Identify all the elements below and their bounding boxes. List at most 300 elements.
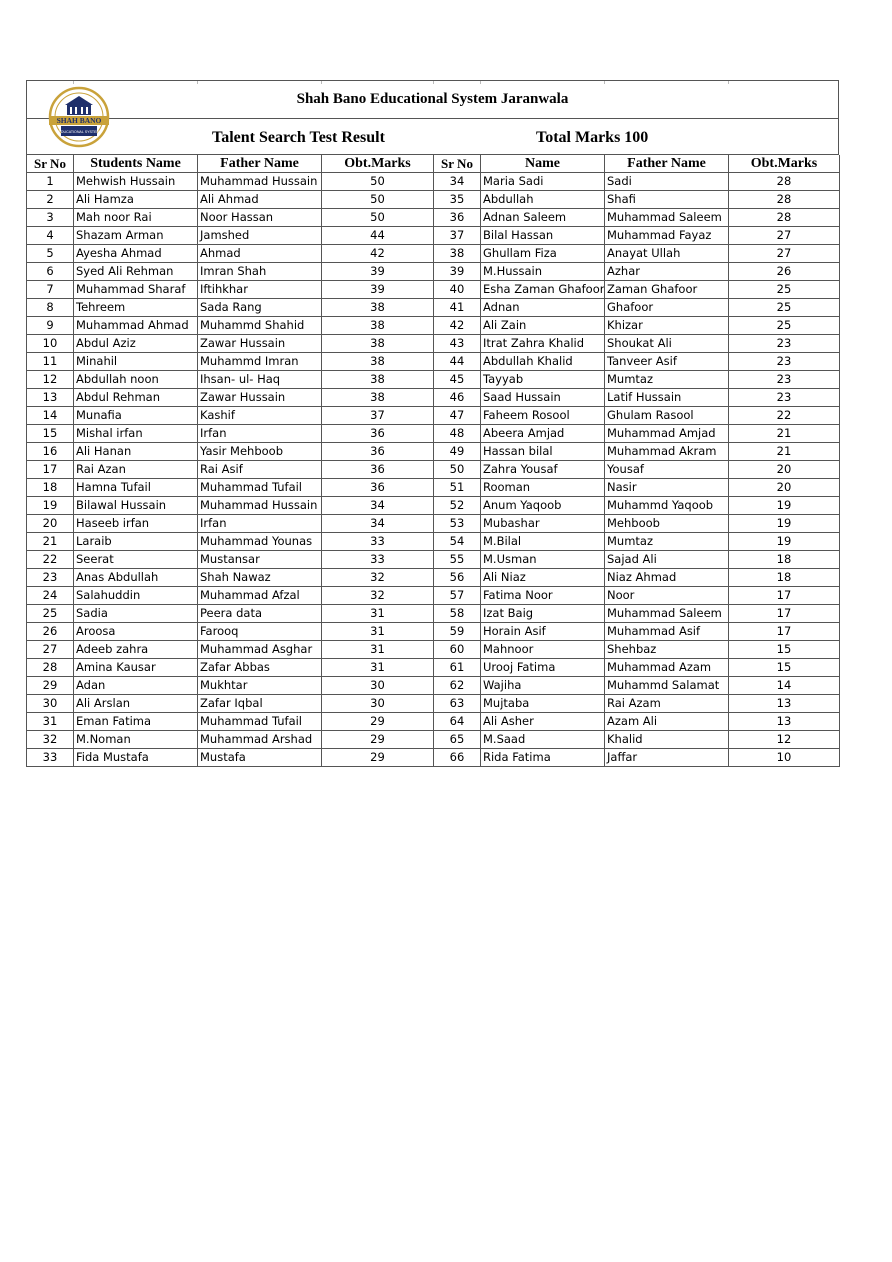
- sr-no-cell-2: 39: [434, 263, 481, 281]
- student-name-cell-2: Ghullam Fiza: [481, 245, 605, 263]
- marks-cell: 30: [322, 677, 434, 695]
- student-name-cell-2: Horain Asif: [481, 623, 605, 641]
- marks-cell: 37: [322, 407, 434, 425]
- marks-cell-2: 19: [729, 515, 840, 533]
- sr-no-cell-2: 53: [434, 515, 481, 533]
- sr-no-cell: 20: [27, 515, 74, 533]
- marks-cell-2: 20: [729, 461, 840, 479]
- col-sr-no: Sr No: [27, 155, 74, 173]
- sr-no-cell-2: 64: [434, 713, 481, 731]
- result-sheet: [26, 80, 839, 767]
- sr-no-cell-2: 44: [434, 353, 481, 371]
- student-name-cell: Ali Arslan: [74, 695, 198, 713]
- father-name-cell-2: Yousaf: [605, 461, 729, 479]
- table-row: [26, 353, 839, 371]
- father-name-cell: Ali Ahmad: [198, 191, 322, 209]
- sr-no-cell-2: 43: [434, 335, 481, 353]
- student-name-cell-2: Ali Zain: [481, 317, 605, 335]
- marks-cell: 29: [322, 713, 434, 731]
- father-name-cell-2: Jaffar: [605, 749, 729, 767]
- table-row: [26, 173, 839, 191]
- sr-no-cell-2: 60: [434, 641, 481, 659]
- marks-cell-2: 18: [729, 551, 840, 569]
- marks-cell-2: 17: [729, 587, 840, 605]
- sr-no-cell-2: 50: [434, 461, 481, 479]
- test-title: Talent Search Test Result: [212, 129, 385, 146]
- table-row: [26, 227, 839, 245]
- student-name-cell-2: Urooj Fatima: [481, 659, 605, 677]
- sr-no-cell: 26: [27, 623, 74, 641]
- table-row: [26, 677, 839, 695]
- student-name-cell-2: M.Saad: [481, 731, 605, 749]
- father-name-cell: Yasir Mehboob: [198, 443, 322, 461]
- table-row: [26, 317, 839, 335]
- father-name-cell: Irfan: [198, 515, 322, 533]
- table-row: [26, 497, 839, 515]
- marks-cell-2: 23: [729, 371, 840, 389]
- student-name-cell-2: Rooman: [481, 479, 605, 497]
- father-name-cell-2: Rai Azam: [605, 695, 729, 713]
- father-name-cell: Noor Hassan: [198, 209, 322, 227]
- col-obt-marks-2: Obt.Marks: [729, 155, 840, 173]
- student-name-cell-2: Abdullah Khalid: [481, 353, 605, 371]
- marks-cell: 38: [322, 353, 434, 371]
- sr-no-cell: 7: [27, 281, 74, 299]
- father-name-cell: Rai Asif: [198, 461, 322, 479]
- marks-cell-2: 22: [729, 407, 840, 425]
- father-name-cell: Farooq: [198, 623, 322, 641]
- sr-no-cell-2: 58: [434, 605, 481, 623]
- student-name-cell: Shazam Arman: [74, 227, 198, 245]
- table-row: [26, 479, 839, 497]
- marks-cell-2: 23: [729, 335, 840, 353]
- table-row: [26, 299, 839, 317]
- father-name-cell-2: Sadi: [605, 173, 729, 191]
- marks-cell-2: 17: [729, 605, 840, 623]
- sr-no-cell: 32: [27, 731, 74, 749]
- father-name-cell: Shah Nawaz: [198, 569, 322, 587]
- father-name-cell: Irfan: [198, 425, 322, 443]
- father-name-cell-2: Niaz Ahmad: [605, 569, 729, 587]
- marks-cell: 50: [322, 209, 434, 227]
- marks-cell-2: 25: [729, 281, 840, 299]
- student-name-cell: Rai Azan: [74, 461, 198, 479]
- father-name-cell-2: Latif Hussain: [605, 389, 729, 407]
- sr-no-cell-2: 42: [434, 317, 481, 335]
- marks-cell-2: 17: [729, 623, 840, 641]
- father-name-cell-2: Khalid: [605, 731, 729, 749]
- sr-no-cell-2: 59: [434, 623, 481, 641]
- marks-cell-2: 18: [729, 569, 840, 587]
- result-rows: [26, 173, 839, 767]
- father-name-cell-2: Azam Ali: [605, 713, 729, 731]
- father-name-cell-2: Mehboob: [605, 515, 729, 533]
- father-name-cell: Mukhtar: [198, 677, 322, 695]
- student-name-cell: Aroosa: [74, 623, 198, 641]
- sr-no-cell: 29: [27, 677, 74, 695]
- marks-cell-2: 28: [729, 209, 840, 227]
- father-name-cell: Muhammd Shahid: [198, 317, 322, 335]
- marks-cell-2: 19: [729, 497, 840, 515]
- table-row: [26, 191, 839, 209]
- student-name-cell: Hamna Tufail: [74, 479, 198, 497]
- student-name-cell: Ali Hanan: [74, 443, 198, 461]
- student-name-cell: Mishal irfan: [74, 425, 198, 443]
- sr-no-cell: 21: [27, 533, 74, 551]
- father-name-cell: Peera data: [198, 605, 322, 623]
- father-name-cell-2: Muhammad Amjad: [605, 425, 729, 443]
- sr-no-cell-2: 37: [434, 227, 481, 245]
- marks-cell-2: 23: [729, 389, 840, 407]
- sr-no-cell: 22: [27, 551, 74, 569]
- school-logo: [48, 83, 110, 149]
- marks-cell-2: 10: [729, 749, 840, 767]
- table-row: [26, 713, 839, 731]
- student-name-cell-2: Wajiha: [481, 677, 605, 695]
- marks-cell-2: 13: [729, 695, 840, 713]
- student-name-cell: Amina Kausar: [74, 659, 198, 677]
- subtitle-row: [26, 118, 839, 155]
- table-row: [26, 659, 839, 677]
- marks-cell: 31: [322, 623, 434, 641]
- student-name-cell: Sadia: [74, 605, 198, 623]
- student-name-cell: Ayesha Ahmad: [74, 245, 198, 263]
- father-name-cell-2: Sajad Ali: [605, 551, 729, 569]
- col-obt-marks: Obt.Marks: [322, 155, 434, 173]
- father-name-cell: Muhammad Hussain: [198, 497, 322, 515]
- father-name-cell-2: Muhammad Fayaz: [605, 227, 729, 245]
- marks-cell-2: 14: [729, 677, 840, 695]
- marks-cell: 38: [322, 389, 434, 407]
- father-name-cell: Ihsan- ul- Haq: [198, 371, 322, 389]
- marks-cell: 30: [322, 695, 434, 713]
- father-name-cell-2: Muhammad Asif: [605, 623, 729, 641]
- school-name: Shah Bano Educational System Jaranwala: [296, 91, 569, 107]
- sr-no-cell: 15: [27, 425, 74, 443]
- student-name-cell: Eman Fatima: [74, 713, 198, 731]
- student-name-cell-2: Anum Yaqoob: [481, 497, 605, 515]
- sr-no-cell-2: 57: [434, 587, 481, 605]
- student-name-cell: Munafia: [74, 407, 198, 425]
- father-name-cell-2: Tanveer Asif: [605, 353, 729, 371]
- marks-cell: 32: [322, 569, 434, 587]
- sr-no-cell: 30: [27, 695, 74, 713]
- student-name-cell-2: Mujtaba: [481, 695, 605, 713]
- sr-no-cell: 10: [27, 335, 74, 353]
- marks-cell: 34: [322, 497, 434, 515]
- marks-cell: 33: [322, 533, 434, 551]
- marks-cell-2: 21: [729, 443, 840, 461]
- table-row: [26, 389, 839, 407]
- sr-no-cell-2: 61: [434, 659, 481, 677]
- table-row: [26, 641, 839, 659]
- student-name-cell: Muhammad Ahmad: [74, 317, 198, 335]
- sr-no-cell: 27: [27, 641, 74, 659]
- table-row: [26, 245, 839, 263]
- table-row: [26, 533, 839, 551]
- marks-cell: 38: [322, 317, 434, 335]
- marks-cell-2: 19: [729, 533, 840, 551]
- marks-cell-2: 23: [729, 353, 840, 371]
- father-name-cell-2: Mumtaz: [605, 371, 729, 389]
- student-name-cell: Abdul Aziz: [74, 335, 198, 353]
- marks-cell: 36: [322, 461, 434, 479]
- column-header-row: [26, 155, 839, 173]
- sr-no-cell: 9: [27, 317, 74, 335]
- student-name-cell: Haseeb irfan: [74, 515, 198, 533]
- sr-no-cell: 5: [27, 245, 74, 263]
- marks-cell: 31: [322, 605, 434, 623]
- student-name-cell-2: Rida Fatima: [481, 749, 605, 767]
- sr-no-cell: 3: [27, 209, 74, 227]
- father-name-cell-2: Mumtaz: [605, 533, 729, 551]
- marks-cell: 34: [322, 515, 434, 533]
- marks-cell: 42: [322, 245, 434, 263]
- title-row: [26, 80, 839, 118]
- sr-no-cell: 4: [27, 227, 74, 245]
- student-name-cell-2: Izat Baig: [481, 605, 605, 623]
- marks-cell: 36: [322, 479, 434, 497]
- father-name-cell: Muhammad Afzal: [198, 587, 322, 605]
- father-name-cell-2: Shehbaz: [605, 641, 729, 659]
- marks-cell-2: 12: [729, 731, 840, 749]
- sr-no-cell: 24: [27, 587, 74, 605]
- table-row: [26, 695, 839, 713]
- father-name-cell: Zawar Hussain: [198, 335, 322, 353]
- table-row: [26, 731, 839, 749]
- student-name-cell: Salahuddin: [74, 587, 198, 605]
- student-name-cell: Mah noor Rai: [74, 209, 198, 227]
- father-name-cell-2: Muhammd Yaqoob: [605, 497, 729, 515]
- marks-cell: 50: [322, 173, 434, 191]
- col-father-name-2: Father Name: [605, 155, 729, 173]
- student-name-cell-2: Esha Zaman Ghafoor: [481, 281, 605, 299]
- sr-no-cell-2: 45: [434, 371, 481, 389]
- father-name-cell-2: Noor: [605, 587, 729, 605]
- student-name-cell-2: Mahnoor: [481, 641, 605, 659]
- student-name-cell: Anas Abdullah: [74, 569, 198, 587]
- student-name-cell: M.Noman: [74, 731, 198, 749]
- marks-cell-2: 25: [729, 299, 840, 317]
- sr-no-cell-2: 52: [434, 497, 481, 515]
- sr-no-cell-2: 54: [434, 533, 481, 551]
- marks-cell: 31: [322, 641, 434, 659]
- sr-no-cell-2: 56: [434, 569, 481, 587]
- marks-cell-2: 20: [729, 479, 840, 497]
- sr-no-cell: 33: [27, 749, 74, 767]
- sr-no-cell: 12: [27, 371, 74, 389]
- student-name-cell-2: M.Usman: [481, 551, 605, 569]
- sr-no-cell-2: 51: [434, 479, 481, 497]
- col-name-2: Name: [481, 155, 605, 173]
- father-name-cell: Zafar Iqbal: [198, 695, 322, 713]
- table-row: [26, 425, 839, 443]
- sr-no-cell-2: 40: [434, 281, 481, 299]
- sr-no-cell: 17: [27, 461, 74, 479]
- student-name-cell: Mehwish Hussain: [74, 173, 198, 191]
- marks-cell: 36: [322, 443, 434, 461]
- father-name-cell: Mustafa: [198, 749, 322, 767]
- student-name-cell-2: Itrat Zahra Khalid: [481, 335, 605, 353]
- sr-no-cell-2: 62: [434, 677, 481, 695]
- student-name-cell-2: Tayyab: [481, 371, 605, 389]
- student-name-cell: Muhammad Sharaf: [74, 281, 198, 299]
- marks-cell-2: 28: [729, 191, 840, 209]
- sr-no-cell: 23: [27, 569, 74, 587]
- student-name-cell-2: Abeera Amjad: [481, 425, 605, 443]
- student-name-cell: Adan: [74, 677, 198, 695]
- table-row: [26, 749, 839, 767]
- sr-no-cell: 25: [27, 605, 74, 623]
- marks-cell-2: 27: [729, 227, 840, 245]
- father-name-cell-2: Muhammad Saleem: [605, 605, 729, 623]
- col-sr-no-2: Sr No: [434, 155, 481, 173]
- father-name-cell: Muhammad Hussain: [198, 173, 322, 191]
- sr-no-cell-2: 36: [434, 209, 481, 227]
- father-name-cell-2: Nasir: [605, 479, 729, 497]
- sr-no-cell-2: 38: [434, 245, 481, 263]
- marks-cell: 50: [322, 191, 434, 209]
- father-name-cell-2: Khizar: [605, 317, 729, 335]
- father-name-cell: Muhammad Asghar: [198, 641, 322, 659]
- sr-no-cell: 18: [27, 479, 74, 497]
- marks-cell: 29: [322, 749, 434, 767]
- col-father-name: Father Name: [198, 155, 322, 173]
- marks-cell-2: 15: [729, 641, 840, 659]
- marks-cell: 38: [322, 371, 434, 389]
- marks-cell-2: 27: [729, 245, 840, 263]
- marks-cell-2: 28: [729, 173, 840, 191]
- student-name-cell: Minahil: [74, 353, 198, 371]
- table-row: [26, 623, 839, 641]
- student-name-cell-2: Bilal Hassan: [481, 227, 605, 245]
- father-name-cell: Zawar Hussain: [198, 389, 322, 407]
- father-name-cell: Kashif: [198, 407, 322, 425]
- sr-no-cell: 2: [27, 191, 74, 209]
- table-row: [26, 263, 839, 281]
- marks-cell: 32: [322, 587, 434, 605]
- father-name-cell-2: Zaman Ghafoor: [605, 281, 729, 299]
- father-name-cell-2: Shafi: [605, 191, 729, 209]
- marks-cell-2: 21: [729, 425, 840, 443]
- father-name-cell-2: Muhammad Akram: [605, 443, 729, 461]
- table-row: [26, 569, 839, 587]
- father-name-cell: Iftihkhar: [198, 281, 322, 299]
- sr-no-cell-2: 46: [434, 389, 481, 407]
- table-row: [26, 407, 839, 425]
- marks-cell: 38: [322, 299, 434, 317]
- marks-cell: 36: [322, 425, 434, 443]
- father-name-cell: Muhammd Imran: [198, 353, 322, 371]
- sr-no-cell-2: 65: [434, 731, 481, 749]
- student-name-cell-2: Zahra Yousaf: [481, 461, 605, 479]
- marks-cell: 39: [322, 263, 434, 281]
- marks-cell-2: 25: [729, 317, 840, 335]
- table-row: [26, 371, 839, 389]
- student-name-cell-2: Faheem Rosool: [481, 407, 605, 425]
- logo-text-top: SHAH BANO: [56, 116, 102, 125]
- marks-cell: 29: [322, 731, 434, 749]
- student-name-cell-2: Maria Sadi: [481, 173, 605, 191]
- student-name-cell: Ali Hamza: [74, 191, 198, 209]
- student-name-cell-2: Ali Asher: [481, 713, 605, 731]
- father-name-cell: Zafar Abbas: [198, 659, 322, 677]
- sr-no-cell: 11: [27, 353, 74, 371]
- student-name-cell-2: M.Bilal: [481, 533, 605, 551]
- marks-cell: 38: [322, 335, 434, 353]
- student-name-cell-2: Hassan bilal: [481, 443, 605, 461]
- sr-no-cell-2: 63: [434, 695, 481, 713]
- marks-cell: 44: [322, 227, 434, 245]
- student-name-cell-2: Fatima Noor: [481, 587, 605, 605]
- student-name-cell: Bilawal Hussain: [74, 497, 198, 515]
- student-name-cell-2: M.Hussain: [481, 263, 605, 281]
- sr-no-cell-2: 55: [434, 551, 481, 569]
- table-row: [26, 443, 839, 461]
- sr-no-cell-2: 66: [434, 749, 481, 767]
- student-name-cell: Laraib: [74, 533, 198, 551]
- table-row: [26, 515, 839, 533]
- total-marks: Total Marks 100: [536, 129, 649, 146]
- student-name-cell-2: Mubashar: [481, 515, 605, 533]
- father-name-cell-2: Shoukat Ali: [605, 335, 729, 353]
- sr-no-cell: 14: [27, 407, 74, 425]
- father-name-cell-2: Muhammad Saleem: [605, 209, 729, 227]
- student-name-cell: Seerat: [74, 551, 198, 569]
- marks-cell: 39: [322, 281, 434, 299]
- marks-cell-2: 26: [729, 263, 840, 281]
- sr-no-cell: 28: [27, 659, 74, 677]
- father-name-cell: Muhammad Tufail: [198, 479, 322, 497]
- father-name-cell: Mustansar: [198, 551, 322, 569]
- father-name-cell-2: Muhammad Azam: [605, 659, 729, 677]
- student-name-cell: Abdul Rehman: [74, 389, 198, 407]
- student-name-cell-2: Adnan: [481, 299, 605, 317]
- father-name-cell-2: Muhammd Salamat: [605, 677, 729, 695]
- sr-no-cell: 13: [27, 389, 74, 407]
- father-name-cell: Muhammad Arshad: [198, 731, 322, 749]
- logo-text-bottom: EDUCATIONAL SYSTEM: [58, 130, 100, 134]
- father-name-cell-2: Azhar: [605, 263, 729, 281]
- sr-no-cell: 16: [27, 443, 74, 461]
- father-name-cell: Muhammad Younas: [198, 533, 322, 551]
- table-row: [26, 335, 839, 353]
- student-name-cell-2: Ali Niaz: [481, 569, 605, 587]
- student-name-cell: Fida Mustafa: [74, 749, 198, 767]
- table-row: [26, 461, 839, 479]
- sr-no-cell: 31: [27, 713, 74, 731]
- marks-cell: 33: [322, 551, 434, 569]
- student-name-cell-2: Saad Hussain: [481, 389, 605, 407]
- col-students-name: Students Name: [74, 155, 198, 173]
- student-name-cell: Syed Ali Rehman: [74, 263, 198, 281]
- father-name-cell: Muhammad Tufail: [198, 713, 322, 731]
- father-name-cell: Imran Shah: [198, 263, 322, 281]
- sr-no-cell-2: 35: [434, 191, 481, 209]
- father-name-cell-2: Ghafoor: [605, 299, 729, 317]
- marks-cell: 31: [322, 659, 434, 677]
- father-name-cell: Jamshed: [198, 227, 322, 245]
- sr-no-cell: 19: [27, 497, 74, 515]
- student-name-cell-2: Abdullah: [481, 191, 605, 209]
- student-name-cell: Abdullah noon: [74, 371, 198, 389]
- sr-no-cell-2: 49: [434, 443, 481, 461]
- sr-no-cell-2: 47: [434, 407, 481, 425]
- table-row: [26, 587, 839, 605]
- sr-no-cell-2: 41: [434, 299, 481, 317]
- sr-no-cell: 1: [27, 173, 74, 191]
- student-name-cell: Adeeb zahra: [74, 641, 198, 659]
